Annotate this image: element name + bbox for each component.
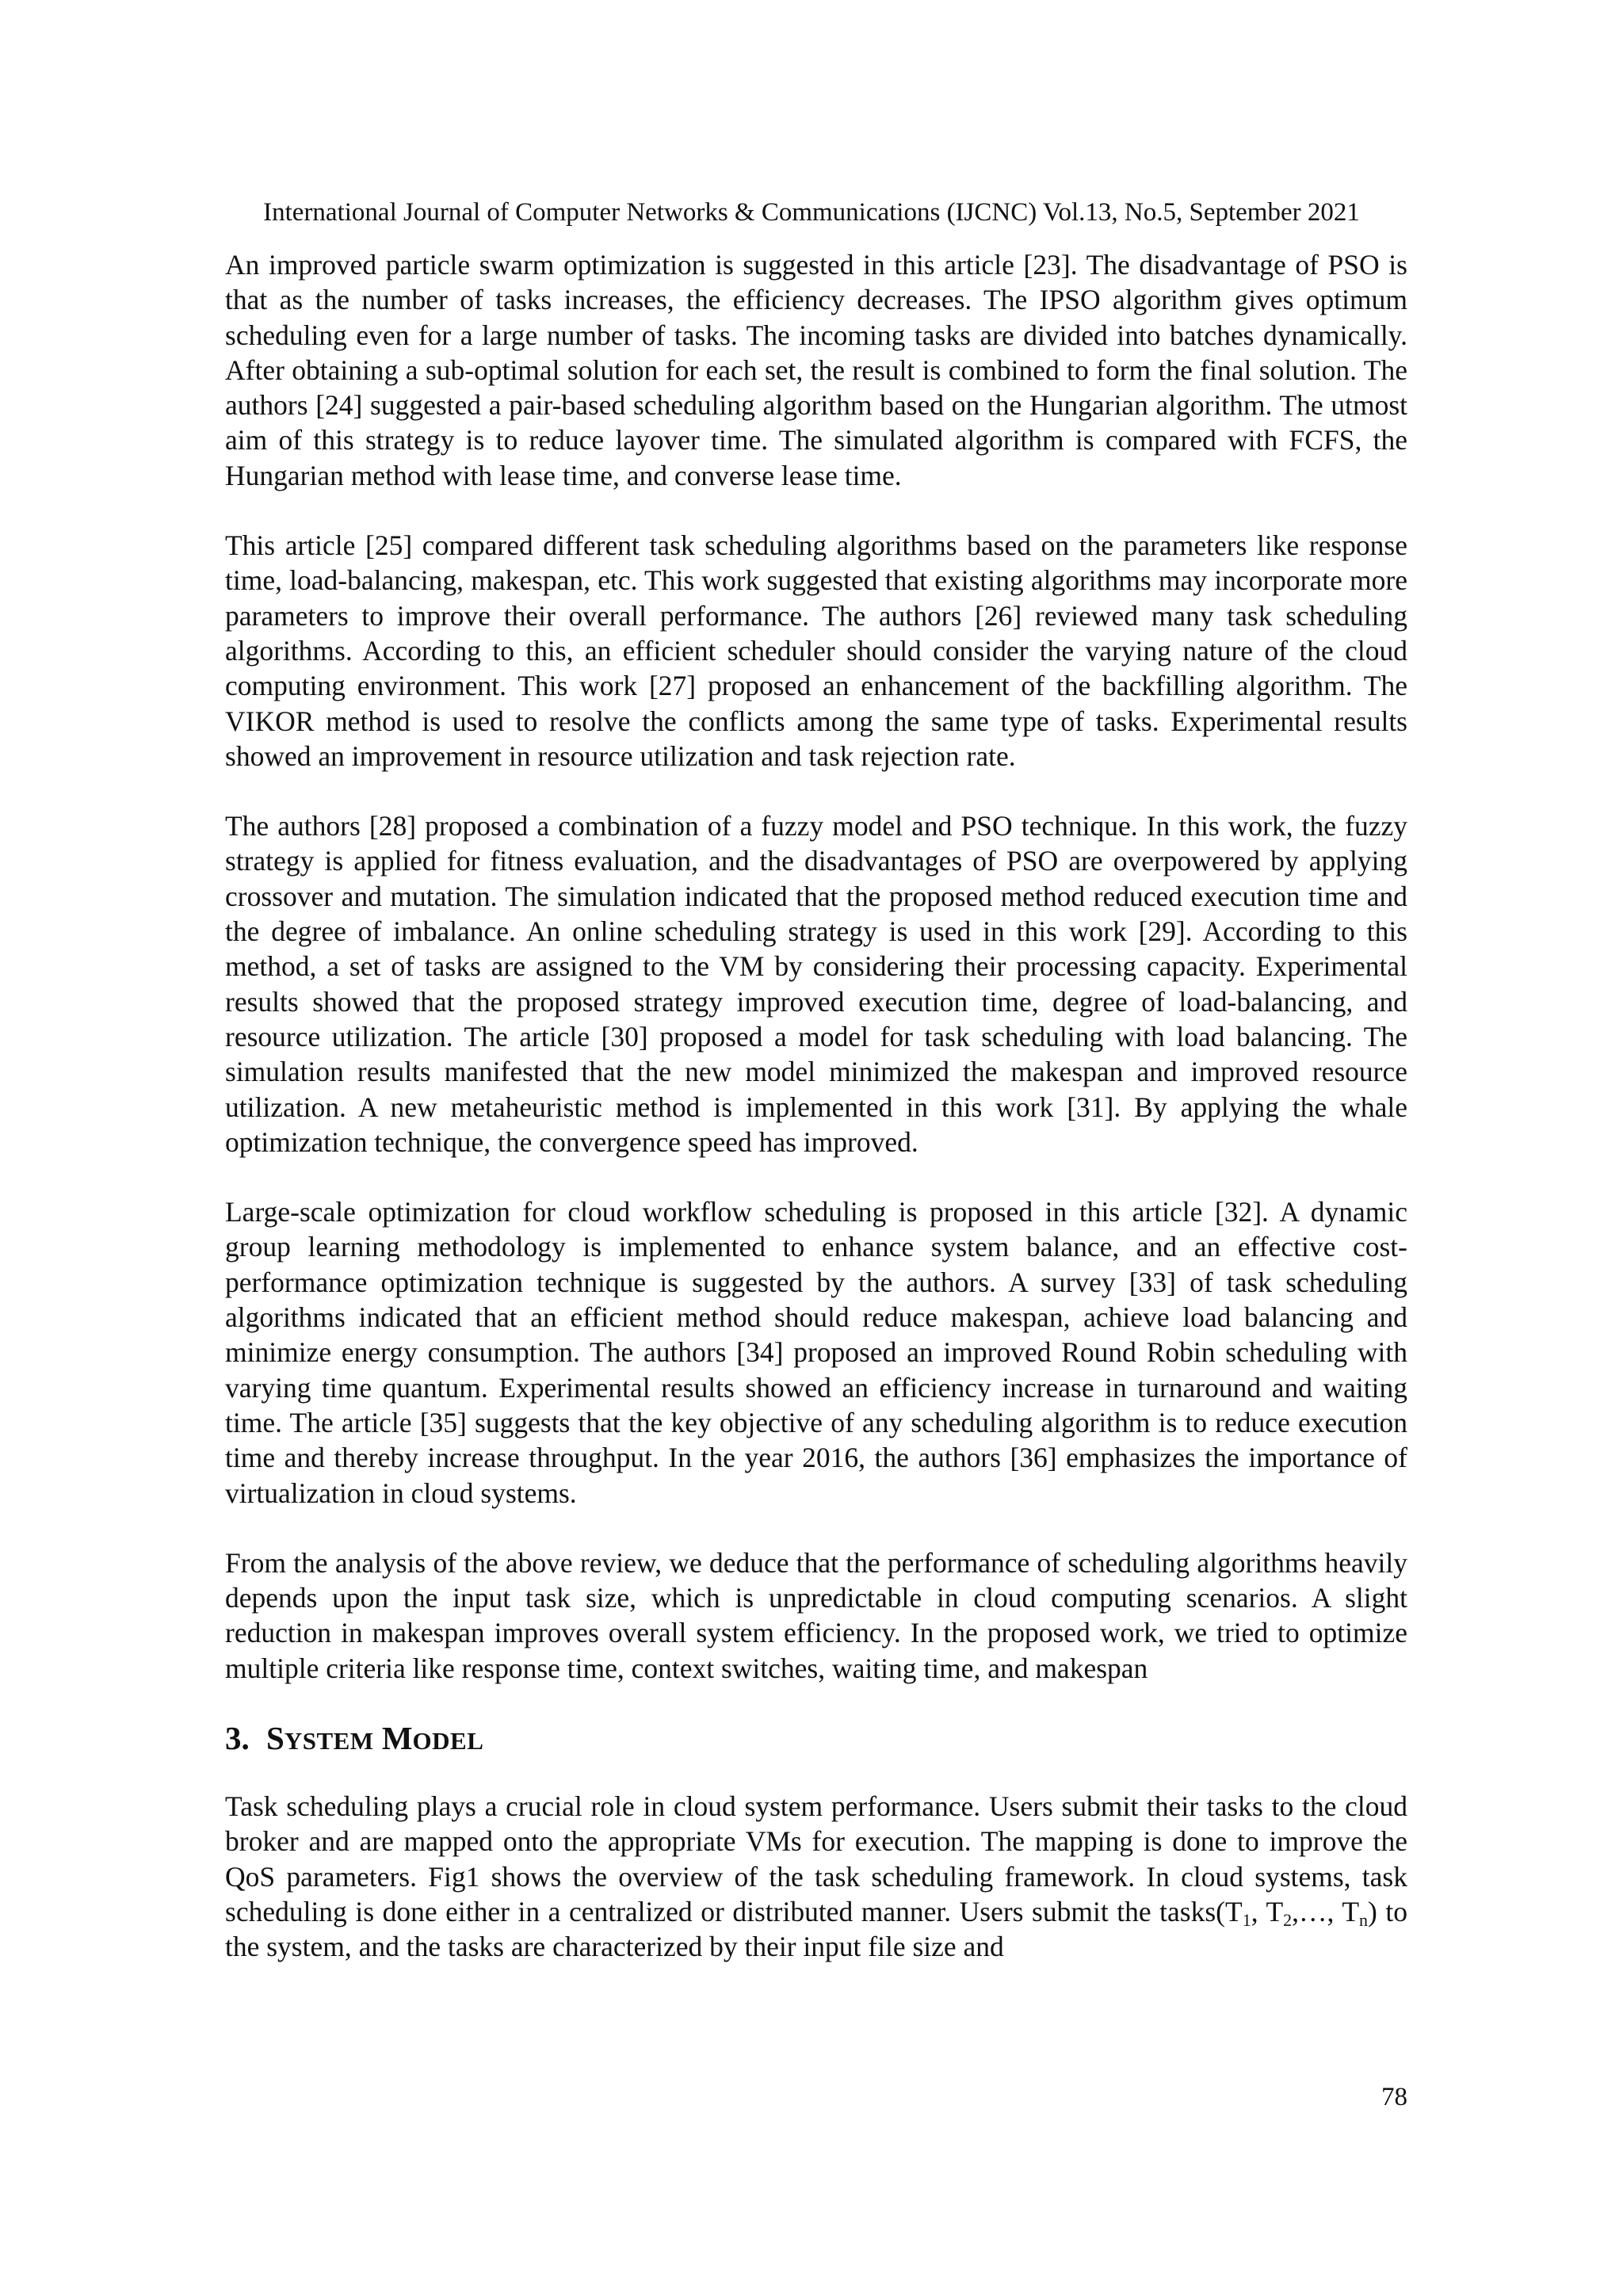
paragraph-ipso: An improved particle swarm optimization is suggested in this article [23]. The disadvantage of PSO is that as the number of tasks increases, the efficiency decreases. The IPSO algorithm gives optimum scheduling even for a large number of tasks. The incoming tasks are divided into batches dynamically. After obtaining a sub-optimal solution for each set, the result is combined to form the final solution. The authors [24] suggested a pair-based scheduling algorithm based on the Hungarian algorithm. The utmost aim of this strategy is to reduce layover time. The simulated algorithm is compared with FCFS, the Hungarian method with lease time, and converse lease time. <box>225 249 1407 491</box>
page-number: 78 <box>1381 2083 1407 2111</box>
paragraph-large-scale: Large-scale optimization for cloud workflow scheduling is proposed in this article [32]. A dynamic group learning methodology is implemented to enhance system balance, and an effective cost-performance optimization technique is suggested by the authors. A survey [33] of task scheduling algorithms indicated that an efficient method should reduce makespan, achieve load balancing and minimize energy consumption. The authors [34] proposed an improved Round Robin scheduling with varying time quantum. Experimental results showed an efficiency increase in turnaround and waiting time. The article [35] suggests that the key objective of any scheduling algorithm is to reduce execution time and thereby increase throughput. In the year 2016, the authors [36] emphasizes the importance of virtualization in cloud systems. <box>225 1196 1407 1509</box>
paragraph-fuzzy-pso: The authors [28] proposed a combination of a fuzzy model and PSO technique. In this work, the fuzzy strategy is applied for fitness evaluation, and the disadvantages of PSO are overpowered by applying crossover and mutation. The simulation indicated that the proposed method reduced execution time and the degree of imbalance. An online scheduling strategy is used in this work [29]. According to this method, a set of tasks are assigned to the VM by considering their processing capacity. Experimental results showed that the proposed strategy improved execution time, degree of load-balancing, and resource utilization. The article [30] proposed a model for task scheduling with load balancing. The simulation results manifested that the new model minimized the makespan and improved resource utilization. A new metaheuristic method is implemented in this work [31]. By applying the whale optimization technique, the convergence speed has improved. <box>225 810 1407 1158</box>
body-text <box>225 247 1407 1999</box>
section-heading: 3. SYSTEM MODEL <box>225 1717 1407 1762</box>
paragraph-analysis: From the analysis of the above review, we deduce that the performance of scheduling algorithms heavily depends upon the input task size, which is unpredictable in cloud computing scenarios. A slight reduction in makespan improves overall system efficiency. In the proposed work, we tried to optimize multiple criteria like response time, context switches, waiting time, and makespan <box>225 1546 1407 1684</box>
paragraph-comparison: This article [25] compared different task scheduling algorithms based on the parameters like response time, load-balancing, makespan, etc. This work suggested that existing algorithms may incorporate more parameters to improve their overall performance. The authors [26] reviewed many task scheduling algorithms. According to this, an efficient scheduler should consider the varying nature of the cloud computing environment. This work [27] proposed an enhancement of the backfilling algorithm. The VIKOR method is used to resolve the conflicts among the same type of tasks. Experimental results showed an improvement in resource utilization and task rejection rate. <box>225 529 1407 772</box>
running-header: International Journal of Computer Networks & Communications (IJCNC) Vol.13, No.5, September 2021 <box>263 198 1360 227</box>
paragraph-system-model: Task scheduling plays a crucial role in cloud system performance. Users submit their tasks to the cloud broker and are mapped onto the appropriate VMs for execution. The mapping is done to improve the QoS parameters. Fig1 shows the overview of the task scheduling framework. In cloud systems, task scheduling is done either in a centralized or distributed manner. Users submit the $tasks(T_1$, $T_2,\dots$, $T_n$) to the system, and the tasks are characterized by their input file size and <box>225 1790 1408 1963</box>
section-number: 3. <box>225 1719 250 1756</box>
